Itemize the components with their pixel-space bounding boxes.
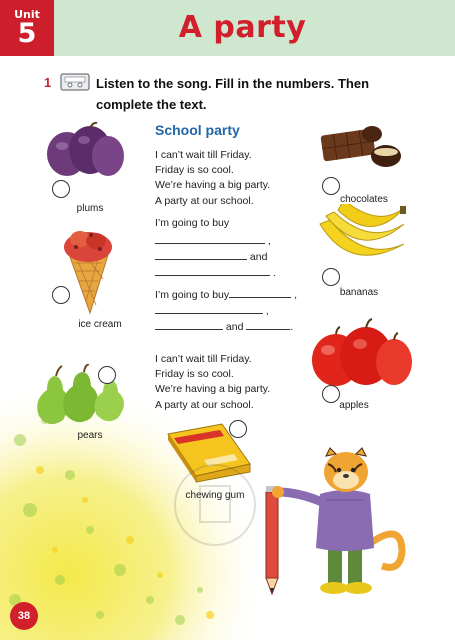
answer-blank[interactable] — [155, 303, 263, 314]
punctuation: , — [267, 235, 271, 248]
punctuation: , — [294, 289, 297, 301]
verse-line: Friday is so cool. — [155, 368, 234, 381]
publisher-watermark — [170, 460, 260, 550]
verse-line: We’re having a big party. — [155, 383, 271, 396]
plums-illustration — [42, 120, 127, 180]
exercise-number: 1 — [44, 75, 52, 90]
label-chewing-gum: chewing gum — [185, 490, 245, 501]
song-verse-1 — [155, 148, 325, 209]
answer-circle-chewing-gum[interactable] — [229, 420, 247, 438]
tiger-with-pencil-illustration — [262, 442, 412, 602]
instruction — [96, 73, 436, 115]
punctuation: , — [265, 305, 269, 317]
answer-blank[interactable] — [155, 265, 270, 276]
verse-line: I can’t wait till Friday. — [155, 149, 252, 161]
buy-line: I’m going to buy — [155, 217, 230, 229]
buy-line: I’m going to buy — [155, 289, 230, 301]
cassette-tape-icon — [60, 72, 90, 92]
verse-line: We’re having a big party. — [155, 179, 271, 192]
answer-blank[interactable] — [155, 249, 247, 260]
label-bananas: bananas — [339, 287, 379, 298]
label-pears: pears — [77, 430, 103, 441]
answer-blank[interactable] — [155, 319, 223, 330]
punctuation: . — [290, 321, 294, 333]
bananas-illustration — [314, 204, 409, 274]
answer-blank[interactable] — [246, 319, 290, 330]
song-buy-block-1 — [155, 216, 325, 281]
instruction-line2: complete the text. — [96, 97, 207, 112]
answer-blank[interactable] — [155, 233, 265, 244]
label-ice-cream: ice cream — [78, 319, 122, 330]
answer-blank[interactable] — [229, 287, 291, 298]
apples-illustration — [308, 318, 413, 393]
song-buy-block-2 — [155, 287, 325, 335]
answer-circle-bananas[interactable] — [322, 268, 340, 286]
answer-circle-plums[interactable] — [52, 180, 70, 198]
punctuation: . — [272, 267, 276, 280]
song-title: School party — [155, 122, 240, 138]
verse-line: A party at our school. — [155, 194, 254, 207]
verse-line: I can’t wait till Friday. — [155, 353, 252, 365]
answer-circle-chocolates[interactable] — [322, 177, 340, 195]
answer-circle-pears[interactable] — [98, 366, 116, 384]
unit-number: 5 — [17, 18, 37, 49]
pears-illustration — [36, 364, 136, 429]
label-plums: plums — [76, 203, 104, 214]
connector-word: and — [225, 321, 244, 333]
song-verse-2 — [155, 352, 325, 413]
label-chocolates: chocolates — [340, 194, 388, 205]
page-number: 38 — [10, 602, 38, 630]
unit-label: Unit — [14, 8, 40, 21]
label-apples: apples — [339, 400, 369, 411]
verse-line: Friday is so cool. — [155, 164, 234, 177]
verse-line: A party at our school. — [155, 398, 254, 411]
answer-circle-ice-cream[interactable] — [52, 286, 70, 304]
page-title: A party — [178, 10, 307, 45]
connector-word: and — [249, 251, 268, 264]
instruction-line1: Listen to the song. Fill in the numbers. Then — [96, 76, 370, 91]
chocolates-illustration — [316, 122, 406, 172]
